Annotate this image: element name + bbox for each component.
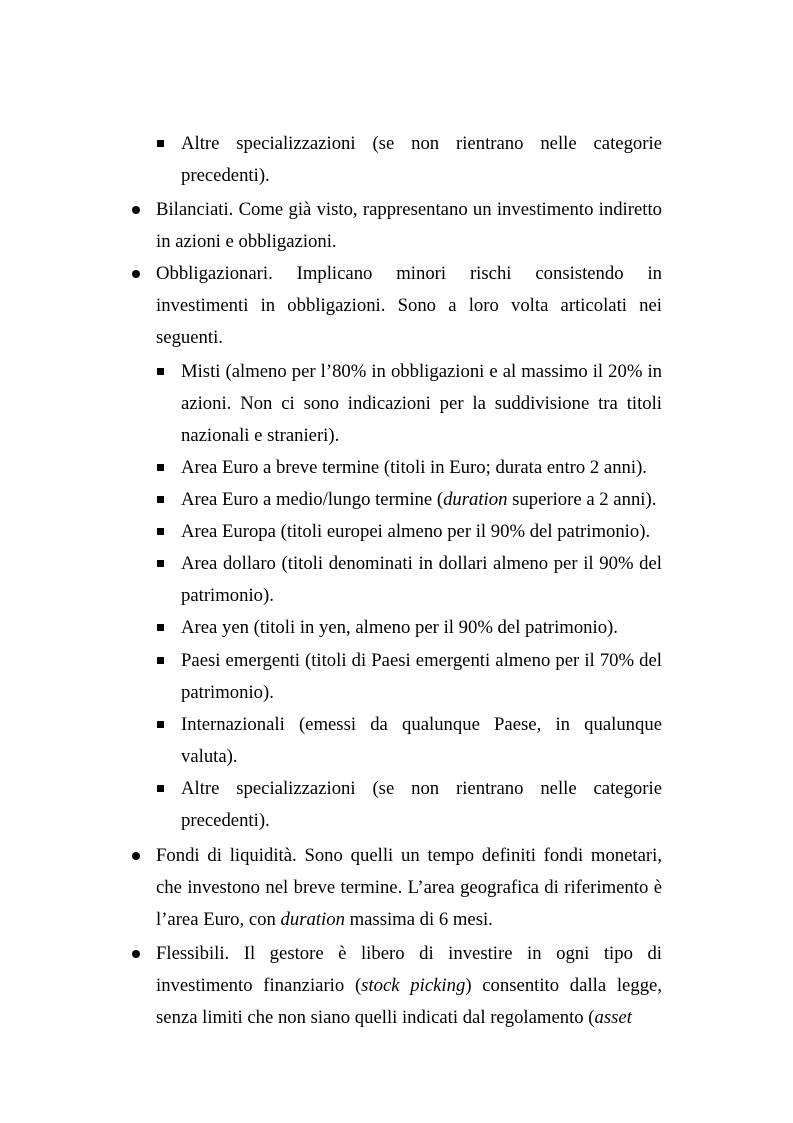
bullet-square-icon xyxy=(157,464,164,471)
list-item xyxy=(156,194,662,258)
list-item xyxy=(156,938,662,1034)
bullet-disc-icon xyxy=(132,270,140,278)
bullet-square-icon xyxy=(157,721,164,728)
sublist-item xyxy=(181,484,662,516)
bullet-disc-icon xyxy=(132,950,140,958)
text-run: Area Europa (titoli europei almeno per il 90% del patrimonio). xyxy=(181,521,651,542)
italic-term: asset xyxy=(594,1007,632,1028)
text-run: superiore a 2 anni). xyxy=(507,489,657,510)
text-run: Fondi di liquidità. Sono quelli un tempo definiti fondi monetari, che investono nel breve termine. L’area geografica di riferimento è l’area Euro, con xyxy=(156,845,662,930)
sublist-item xyxy=(181,128,662,192)
text-run: Area dollaro (titoli denominati in dollari almeno per il 90% del patrimonio). xyxy=(181,553,662,606)
sublist-item xyxy=(181,773,662,837)
sublist-item xyxy=(181,548,662,612)
text-run: Altre specializzazioni (se non rientrano nelle categorie precedenti). xyxy=(181,778,662,831)
sublist-item xyxy=(181,516,662,548)
text-run: Area Euro a medio/lungo termine ( xyxy=(181,489,444,510)
bullet-square-icon xyxy=(157,140,164,147)
sublist-item xyxy=(181,612,662,644)
text-run: Flessibili. Il gestore è libero di investire in ogni tipo di investimento finanziario ( xyxy=(156,943,662,996)
sublist-item xyxy=(181,709,662,773)
text-run: Area yen (titoli in yen, almeno per il 90% del patrimonio). xyxy=(181,617,618,638)
bullet-disc-icon xyxy=(132,852,140,860)
list-item xyxy=(156,840,662,936)
bullet-disc-icon xyxy=(132,206,140,214)
bullet-square-icon xyxy=(157,785,164,792)
bullet-square-icon xyxy=(157,528,164,535)
text-run: Bilanciati. Come già visto, rappresentano un investimento indiretto in azioni e obbligazioni. xyxy=(156,199,662,252)
text-run: Altre specializzazioni (se non rientrano nelle categorie precedenti). xyxy=(181,133,662,186)
italic-term: duration xyxy=(280,909,345,930)
list-item xyxy=(156,258,662,354)
bullet-square-icon xyxy=(157,368,164,375)
text-run: Misti (almeno per l’80% in obbligazioni e al massimo il 20% in azioni. Non ci sono indicazioni per la suddivisione tra titoli nazionali e stranieri). xyxy=(181,361,662,446)
bullet-square-icon xyxy=(157,560,164,567)
sublist-item xyxy=(181,645,662,709)
bullet-square-icon xyxy=(157,496,164,503)
sublist-item xyxy=(181,452,662,484)
text-run: Internazionali (emessi da qualunque Paese, in qualunque valuta). xyxy=(181,714,662,767)
text-run: Area Euro a breve termine (titoli in Euro; durata entro 2 anni). xyxy=(181,457,647,478)
text-run: Paesi emergenti (titoli di Paesi emergenti almeno per il 70% del patrimonio). xyxy=(181,650,662,703)
sublist-item xyxy=(181,356,662,452)
text-run: Obbligazionari. Implicano minori rischi consistendo in investimenti in obbligazioni. Sono a loro volta articolati nei seguenti. xyxy=(156,263,662,348)
bullet-square-icon xyxy=(157,657,164,664)
italic-term: stock picking xyxy=(361,975,466,996)
italic-term: duration xyxy=(443,489,508,510)
text-run: ) consentito dalla legge, senza limiti che non siano quelli indicati dal regolamento ( xyxy=(156,975,662,1028)
text-run: massima di 6 mesi. xyxy=(344,909,493,930)
bullet-square-icon xyxy=(157,624,164,631)
